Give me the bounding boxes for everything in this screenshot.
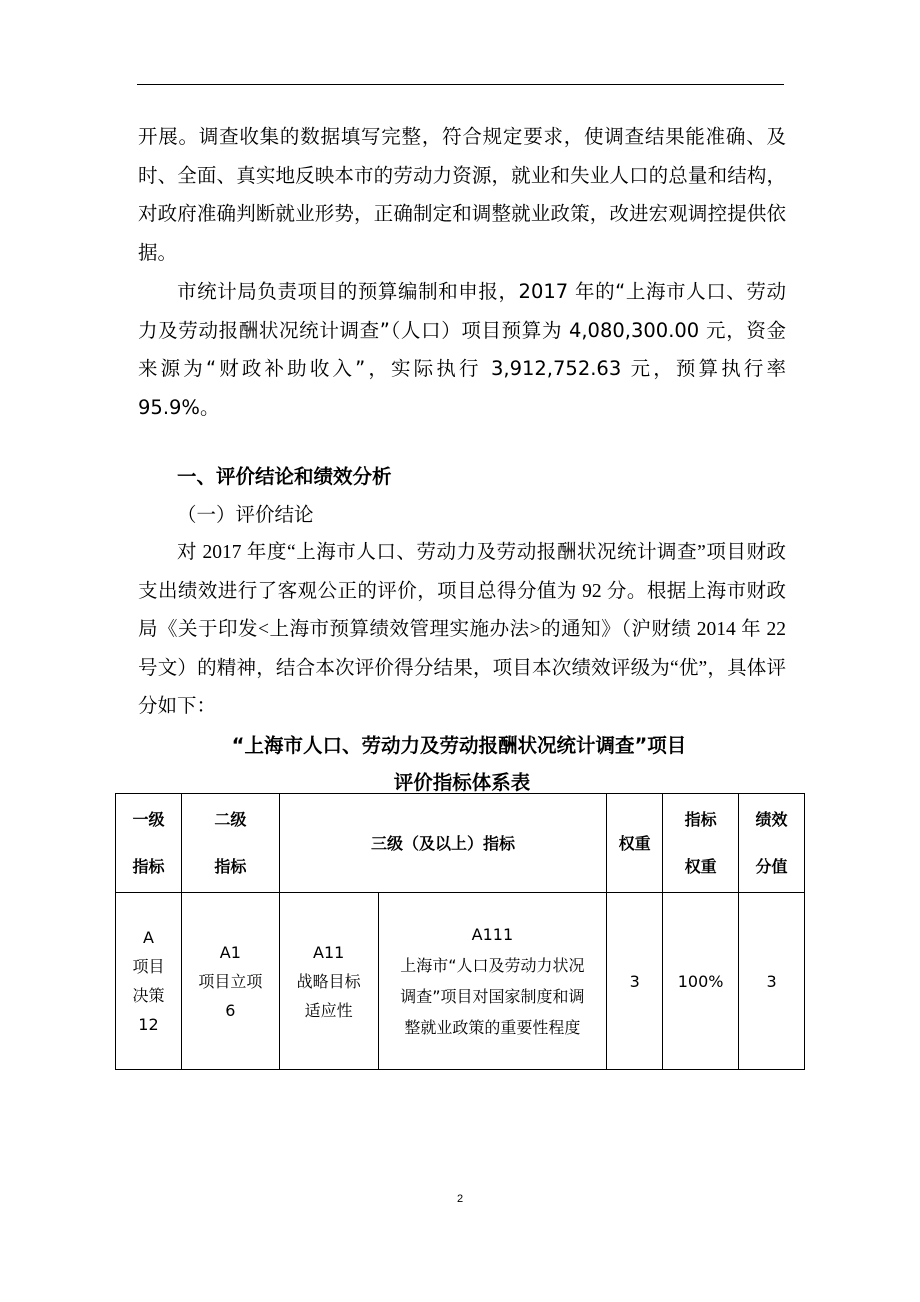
header-level1 [116,794,182,893]
section-heading: 一、评价结论和绩效分析 [177,465,392,488]
cell-score: 3 [739,893,805,1070]
page-number: 2 [456,1193,464,1205]
level4-desc-line3: 整就业政策的重要性程度 [404,1018,581,1037]
level4-desc-line1: 上海市“人口及劳动力状况 [400,956,585,975]
subsection-heading: （一）评价结论 [177,503,314,526]
evaluation-index-table [115,793,805,1070]
table-title-line2: 评价指标体系表 [393,770,531,794]
header-weight [607,794,663,893]
cell-weight: 3 [607,893,663,1070]
header-score-line2: 分值 [755,857,788,876]
header-level1-line1: 一级 [132,810,165,829]
level3-name-line1: 战略目标 [296,971,361,991]
cell-level2 [181,893,279,1070]
paragraph-budget: 市统计局负责项目的预算编制和申报，2017 年的“上海市人口、劳动力及劳动报酬状况统计调查”（人口）项目预算为 4,080,300.00 元，资金来源为“财政补助收入”，实际执行 3,912,752.63 元，预算执行率 95.9%。 [138,280,786,419]
level3-code: A11 [313,942,345,962]
header-level2-line1: 二级 [214,810,247,829]
table-title-line1: “上海市人口、劳动力及劳动报酬状况统计调查”项目 [231,733,687,757]
header-rule [137,84,784,85]
paragraph-evaluation: 对 2017 年度“上海市人口、劳动力及劳动报酬状况统计调查”项目财政支出绩效进行了客观公正的评价，项目总得分值为 92 分。根据上海市财政局《关于印发<上海市预算绩效管理实施办法>的通知》（沪财绩 2014 年 22 号文）的精神，结合本次评价得分结果，项目本次绩效评级为“优”，具体评分如下： [138,542,786,717]
paragraph-continuation: 开展。调查收集的数据填写完整，符合规定要求，使调查结果能准确、及时、全面、真实地反映本市的劳动力资源，就业和失业人口的总量和结构，对政府准确判断就业形势，正确制定和调整就业政策，改进宏观调控提供依据。 [138,125,786,264]
level1-name-line1: 项目 [132,957,165,976]
header-level2 [181,794,279,893]
table-header-row [116,794,805,893]
level1-name-line2: 决策 [132,986,165,1005]
header-indicator-weight-line2: 权重 [684,857,717,876]
table-row [116,893,805,1070]
level2-score: 6 [225,1000,236,1020]
cell-level3 [279,893,378,1070]
header-level1-line2: 指标 [132,857,165,876]
header-level3 [279,794,606,893]
header-indicator-weight-line1: 指标 [684,810,717,829]
cell-indicator-weight: 100% [663,893,739,1070]
header-score-line1: 绩效 [755,810,788,829]
header-level2-line2: 指标 [214,857,247,876]
document-body [138,118,786,801]
level2-name: 项目立项 [198,971,263,991]
header-score [739,794,805,893]
spacer [138,427,786,458]
level2-code: A1 [219,942,241,962]
level1-code: A [142,928,154,947]
level1-score: 12 [138,1015,159,1034]
header-weight-label: 权重 [618,833,651,853]
cell-level1 [116,893,182,1070]
cell-level4 [378,893,607,1070]
header-level3-label: 三级（及以上）指标 [370,833,515,853]
level4-code: A111 [471,925,514,944]
header-indicator-weight [663,794,739,893]
level3-name-line2: 适应性 [304,1000,353,1020]
level4-desc-line2: 调查”项目对国家制度和调 [400,987,585,1006]
